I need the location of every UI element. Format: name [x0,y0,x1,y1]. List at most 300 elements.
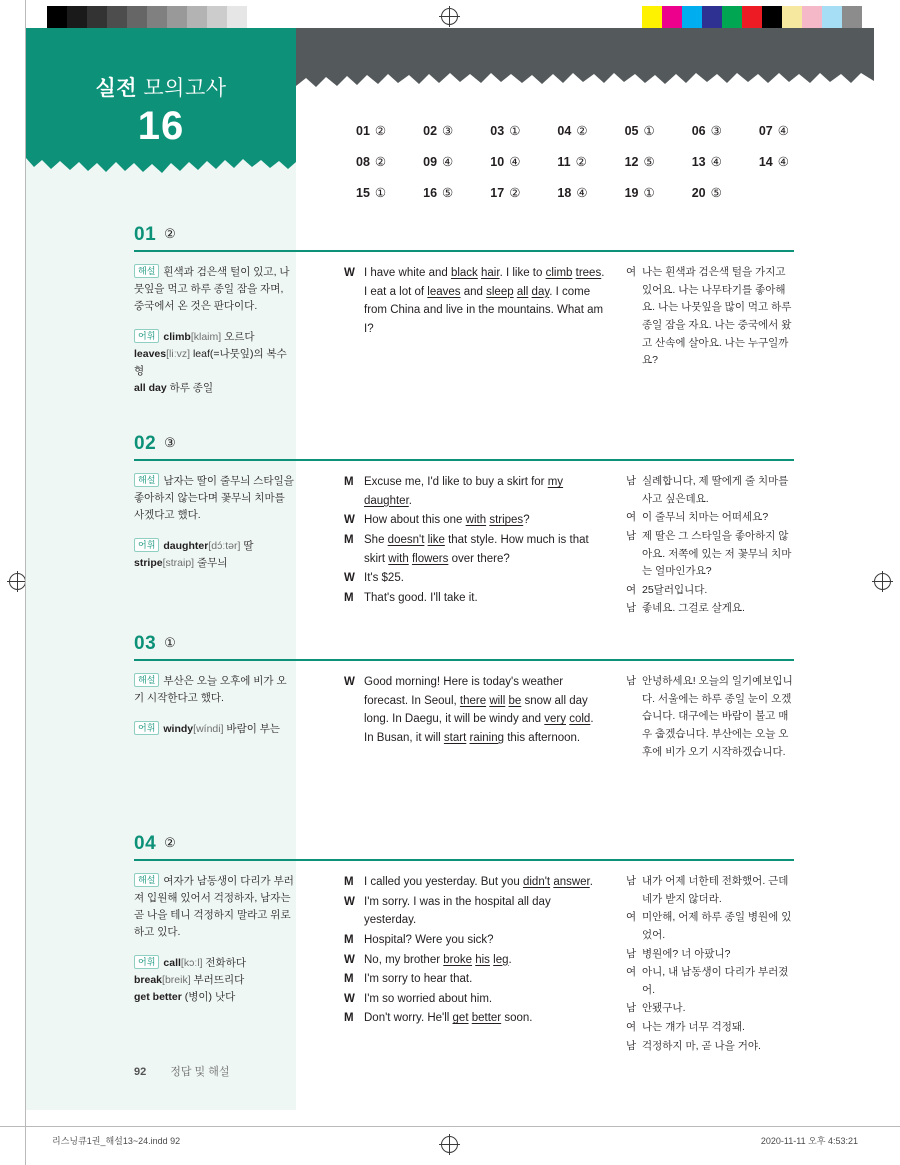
answer-key-choice: ④ [777,155,789,169]
masthead-dark-panel [296,28,874,73]
script-line [344,931,606,950]
translation-text: 안됐구나. [642,1002,686,1015]
script-column [344,673,606,749]
explanation-group [134,873,294,941]
masthead-dark-torn-edge [296,70,874,98]
calibration-swatch [842,6,862,28]
script-keyword: better [471,1012,502,1025]
answer-key-cell [423,123,490,138]
script-text [364,264,606,339]
calibration-swatch [682,6,702,28]
answer-key-number: 15 [356,186,370,200]
script-line [344,951,606,970]
answer-key-number: 13 [691,155,706,169]
calibration-swatch [147,6,167,28]
translation-line [626,1000,794,1018]
answer-key-choice: ④ [777,124,789,138]
masthead-green-torn-edge [26,158,296,188]
calibration-swatch [167,6,187,28]
answer-key-number: 01 [356,124,370,138]
calibration-swatch [702,6,722,28]
answer-key-number: 17 [490,186,505,200]
answer-key-choice: ⑤ [643,155,655,169]
translation-speaker: 남 [626,675,637,687]
script-keyword: with [465,514,487,527]
script-plain: It's $25. [364,572,404,585]
vocabulary-pronunciation: [dɔ́ːtər] [208,540,241,552]
answer-key-number: 03 [490,124,505,138]
question-number: 01 ② [134,224,177,245]
script-plain: soon. [501,1012,533,1025]
answer-key-cell [557,185,624,200]
script-plain: . [508,953,512,966]
translation-column [626,264,794,371]
answer-key-cell [557,154,624,169]
vocabulary-tag: 어휘 [134,329,159,343]
explanation-tag: 해설 [134,473,159,487]
script-line [344,511,606,530]
folio-section-label: 정답 및 해설 [170,1066,230,1078]
translation-speaker: 여 [626,1021,637,1033]
script-keyword: sleep [486,285,514,298]
answer-key-number: 08 [356,155,370,169]
translation-line [626,873,794,908]
script-plain: No, my brother [364,953,444,966]
vocabulary-word: leaves [134,348,167,360]
vocabulary-tag: 어휘 [134,538,159,552]
registration-mark-right [874,573,891,590]
script-plain: I'm sorry. I was in the hospital all day yesterday. [364,895,551,927]
question-divider [134,859,794,861]
script-column [344,264,606,340]
question-number: 02 ③ [134,433,177,454]
vocabulary-word: break [134,974,163,986]
translation-column [626,673,794,762]
script-keyword: get [452,1012,469,1025]
script-plain: Excuse me, I'd like to buy a skirt for [364,476,548,488]
answer-key-choice: ① [643,124,655,138]
script-keyword: his [475,953,490,966]
translation-speaker: 여 [626,511,637,524]
script-column [344,873,606,1029]
script-keyword: like [427,533,445,546]
translation-line [626,909,794,944]
calibration-swatch [227,6,247,28]
registration-mark-top [441,8,458,25]
masthead-title [26,28,296,149]
registration-mark-bottom [441,1136,458,1153]
notes-column [134,873,294,1020]
masthead-number: 16 [137,104,185,148]
explanation-text: 여자가 남동생이 다리가 부러져 입원해 있어서 걱정하자, 남자는 곧 나을 테니 걱정하지 말라고 위로하고 있다. [134,875,294,938]
script-text [364,531,606,568]
script-plain: over there? [448,552,510,565]
translation-text: 안녕하세요! 오늘의 일기예보입니다. 서울에는 하루 종일 눈이 오겠습니다. 대구에는 바람이 불고 매우 춥겠습니다. 부산에는 오늘 오후에 비가 오기 시작하겠습니다. [642,675,793,758]
answer-key-choice: ④ [710,155,722,169]
translation-line [626,509,794,527]
vocabulary-word: climb [163,331,191,343]
grayscale-calibration-bar [47,6,247,28]
notes-column [134,473,294,586]
answer-key-number: 20 [691,186,706,200]
answer-key-number: 07 [758,124,773,138]
translation-line [626,1019,794,1037]
vocabulary-gloss: 바람이 부는 [223,723,281,735]
script-line [344,673,606,748]
script-plain: and [460,285,487,298]
explanation-group [134,673,294,707]
script-keyword: very [544,713,567,726]
question-answer: ② [164,226,177,241]
calibration-swatch [802,6,822,28]
translation-line [626,600,794,618]
script-speaker: W [344,676,355,688]
vocabulary-word: call [163,957,181,969]
script-text [364,931,606,950]
answer-key-cell [557,123,624,138]
answer-key-choice: ① [509,124,521,138]
translation-line [626,473,794,508]
answer-key-choice: ⑤ [710,186,722,200]
translation-text: 걱정하지 마, 곧 나을 거야. [642,1039,761,1052]
translation-line [626,528,794,581]
script-speaker: W [344,572,355,585]
answer-key-cell [490,154,557,169]
vocabulary-gloss: 딸 [240,540,254,552]
answer-key-choice: ③ [710,124,722,138]
translation-line [626,946,794,964]
script-text [364,990,606,1009]
explanation-text: 남자는 딸이 줄무늬 스타일을 좋아하지 않는다며 꽃무늬 치마를 사겠다고 했다. [134,475,294,521]
translation-text: 미안해, 어제 하루 종일 병원에 있었어. [642,911,792,941]
answer-key-cell [625,185,692,200]
answer-key-choice: ⑤ [442,186,454,200]
vocabulary-group [134,721,294,738]
vocabulary-pronunciation: [wíndi] [193,723,224,735]
calibration-swatch [207,6,227,28]
translation-line [626,1038,794,1056]
script-speaker: M [344,933,354,946]
answer-key-number: 18 [557,186,572,200]
vocabulary-gloss: (병이) 낫다 [181,991,236,1003]
calibration-swatch [47,6,67,28]
script-plain: She [364,533,388,546]
answer-key-cell [356,123,423,138]
script-line [344,569,606,588]
page-body [26,28,874,1110]
vocabulary-tag: 어휘 [134,955,159,969]
vocabulary-pronunciation: [klaim] [190,331,222,343]
question-answer: ② [164,835,177,850]
script-text [364,473,606,510]
script-line [344,1009,606,1028]
answer-key-choice: ③ [442,124,454,138]
script-plain: I'm sorry to hear that. [364,973,473,986]
script-text [364,951,606,970]
script-keyword: black [450,267,478,279]
answer-key-cell [692,185,759,200]
calibration-swatch [782,6,802,28]
explanation-group [134,264,294,315]
script-plain: I'm so worried about him. [364,992,493,1005]
explanation-tag: 해설 [134,673,159,687]
translation-text: 좋네요. 그걸로 살게요. [642,602,745,615]
question-answer: ① [164,635,177,650]
calibration-swatch [662,6,682,28]
translation-speaker: 남 [626,475,637,487]
print-slug-filename: 리스닝큐1권_해설13~24.indd 92 [52,1136,181,1146]
script-speaker: M [344,476,354,488]
answer-key-choice: ② [374,155,387,169]
calibration-swatch [822,6,842,28]
vocabulary-tag: 어휘 [134,721,159,735]
answer-key-cell [625,123,692,138]
script-plain: that style. How much is that skirt [364,533,589,565]
vocabulary-word: all day [134,382,167,394]
vocabulary-gloss: 오르다 [221,331,255,343]
answer-key-number: 10 [490,155,505,169]
script-keyword: stripes [489,514,524,527]
script-speaker: W [344,953,355,966]
script-keyword: day [531,285,550,298]
script-keyword: climb [545,267,573,279]
answer-key-number: 14 [758,155,773,169]
answer-key-cell [423,154,490,169]
question-divider [134,459,794,461]
calibration-swatch [722,6,742,28]
vocabulary-gloss: 하루 종일 [166,382,214,394]
translation-speaker: 여 [626,583,637,596]
answer-key-choice: ① [643,186,655,200]
translation-speaker: 남 [626,529,637,542]
script-keyword: answer [553,876,590,888]
script-speaker: M [344,973,354,986]
question-divider [134,250,794,252]
script-plain: I called you yesterday. But you [364,876,523,888]
script-plain: How about this one [364,514,466,527]
translation-line [626,264,794,370]
script-keyword: broke [443,953,473,966]
explanation-text: 흰색과 검은색 털이 있고, 나뭇잎을 먹고 하루 종일 잠을 자며, 중국에서 온 것은 판다이다. [134,266,290,312]
script-text [364,873,606,892]
script-plain: I have white and [364,267,451,279]
script-line [344,264,606,339]
vocabulary-group [134,538,294,572]
script-plain: That's good. I'll take it. [364,591,478,604]
translation-text: 이 줄무늬 치마는 어떠세요? [642,511,769,524]
script-text [364,1009,606,1028]
answer-key-choice: ② [576,124,588,138]
calibration-swatch [67,6,87,28]
answer-key-number: 02 [423,124,438,138]
answer-key-number: 11 [557,155,571,169]
translation-speaker: 여 [626,966,637,979]
translation-text: 실례합니다, 제 딸에게 줄 치마를 사고 싶은데요. [642,475,789,505]
translation-column [626,473,794,619]
vocabulary-group [134,955,294,1006]
print-slug-timestamp: 2020-11-11 오후 4:53:21 [760,1136,858,1146]
vocabulary-group [134,329,294,397]
question-answer: ③ [164,435,177,450]
script-keyword: hair [481,267,500,279]
answer-key-grid [356,123,826,200]
translation-text: 나는 걔가 너무 걱정돼. [642,1021,745,1033]
vocabulary-pronunciation: [straip] [162,557,195,569]
translation-line [626,582,794,600]
question-number: 04 ② [134,833,177,854]
vocabulary-word: daughter [163,540,209,552]
script-text [364,569,606,588]
masthead-title-light: 모의고사 [143,77,227,100]
vocabulary-gloss: leaf(=나뭇잎)의 복수형 [134,348,287,377]
script-keyword: start [443,731,467,744]
script-text [364,673,606,748]
answer-key-number: 05 [624,124,639,138]
script-plain: Don't worry. He'll [364,1012,453,1025]
answer-key-choice: ② [575,155,587,169]
script-keyword: raining [469,731,505,744]
script-plain: . [408,494,412,507]
vocabulary-gloss: 줄무늬 [194,557,228,569]
answer-key-choice: ④ [576,186,588,200]
script-keyword: my [547,476,564,488]
script-column [344,473,606,608]
script-keyword: daughter [364,494,409,507]
vocabulary-word: windy [163,723,194,735]
script-keyword: flowers [411,552,449,565]
translation-speaker: 남 [626,947,637,960]
answer-key-number: 12 [624,155,639,169]
script-text [364,970,606,989]
masthead-title-bold: 실전 [95,77,138,100]
question-number: 03 ① [134,633,177,654]
answer-key-number: 16 [423,186,438,200]
translation-line [626,673,794,761]
script-speaker: W [344,514,355,527]
answer-key-number: 04 [557,124,572,138]
answer-key-cell [759,154,826,169]
vocabulary-word: stripe [134,557,163,569]
script-text [364,893,606,930]
script-speaker: M [344,591,354,604]
script-keyword: leg [493,953,509,966]
script-speaker: W [344,267,355,279]
answer-key-number: 19 [624,186,639,200]
answer-key-cell [490,185,557,200]
answer-key-cell [356,154,423,169]
notes-column [134,673,294,752]
trim-line-bottom [0,1126,900,1127]
vocabulary-gloss: 부러뜨리다 [190,974,245,986]
explanation-tag: 해설 [134,264,159,278]
script-plain: . In Busan, it will [364,713,594,744]
calibration-swatch [187,6,207,28]
script-speaker: W [344,992,355,1005]
answer-key-choice: ① [374,186,387,200]
script-plain: . I like to [499,267,546,279]
translation-text: 병원에? 너 아팠니? [642,947,731,960]
translation-text: 나는 흰색과 검은색 털을 가지고 있어요. 나는 나무타기를 좋아해요. 나는 나뭇잎을 많이 먹고 하루 종일 잠을 자요. 나는 중국에서 왔고 산속에 살아요. 나는 누구일까요? [642,266,792,367]
calibration-swatch [642,6,662,28]
script-keyword: will [489,694,506,707]
script-line [344,970,606,989]
script-plain: . [589,876,593,888]
translation-speaker: 여 [626,266,637,278]
calibration-swatch [762,6,782,28]
script-plain: this afternoon. [504,731,581,744]
script-line [344,473,606,510]
translation-line [626,964,794,999]
answer-key-number: 06 [691,124,706,138]
answer-key-cell [423,185,490,200]
script-speaker: M [344,1012,354,1025]
script-keyword: there [459,694,487,707]
vocabulary-pronunciation: [breik] [162,974,191,986]
script-plain: . I come from China and live in the mountains. What am I? [364,285,604,335]
script-line [344,531,606,568]
vocabulary-pronunciation: [liːvz] [166,348,191,360]
answer-key-choice: ④ [509,155,521,169]
calibration-swatch [107,6,127,28]
answer-key-choice: ② [374,124,387,138]
script-speaker: W [344,895,355,908]
script-keyword: with [388,552,409,565]
script-keyword: leaves [427,285,461,298]
script-text [364,589,606,608]
folio [134,1063,230,1079]
script-line [344,990,606,1009]
translation-text: 내가 어제 너한테 전화했어. 근데 네가 받지 않더라. [642,875,789,905]
calibration-swatch [742,6,762,28]
answer-key-cell [759,123,826,138]
explanation-tag: 해설 [134,873,159,887]
calibration-swatch [127,6,147,28]
translation-text: 25달러입니다. [642,583,708,596]
folio-page-number: 92 [134,1066,147,1078]
answer-key-cell [625,154,692,169]
script-text [364,511,606,530]
script-keyword: cold [569,713,591,726]
script-plain: ? [523,514,530,527]
script-line [344,589,606,608]
translation-speaker: 남 [626,875,637,887]
answer-key-cell [692,154,759,169]
script-keyword: trees [575,267,602,279]
explanation-text: 부산은 오늘 오후에 비가 오기 시작한다고 했다. [134,675,287,704]
vocabulary-pronunciation: [kɔːl] [180,957,203,969]
answer-key-choice: ② [509,186,521,200]
translation-text: 제 딸은 그 스타일을 좋아하지 않아요. 저쪽에 있는 저 꽃무늬 치마는 얼마인가요? [642,529,792,578]
vocabulary-word: get better [134,991,182,1003]
vocabulary-gloss: 전화하다 [202,957,246,969]
script-keyword: be [508,694,522,707]
question-divider [134,659,794,661]
script-speaker: M [344,876,354,888]
answer-key-cell [692,123,759,138]
script-plain: snow all day long. In Daegu, it will be windy and [364,694,588,726]
script-line [344,873,606,892]
registration-mark-left [9,573,26,590]
calibration-swatch [87,6,107,28]
script-plain: Hospital? Were you sick? [364,933,494,946]
script-plain: Good morning! Here is today's weather forecast. In Seoul, [364,676,564,707]
script-keyword: doesn't [387,533,425,546]
answer-key-cell [490,123,557,138]
translation-text: 아니, 내 남동생이 다리가 부러졌어. [642,966,789,996]
translation-speaker: 여 [626,911,637,924]
answer-key-choice: ④ [442,155,454,169]
answer-key-cell [356,185,423,200]
